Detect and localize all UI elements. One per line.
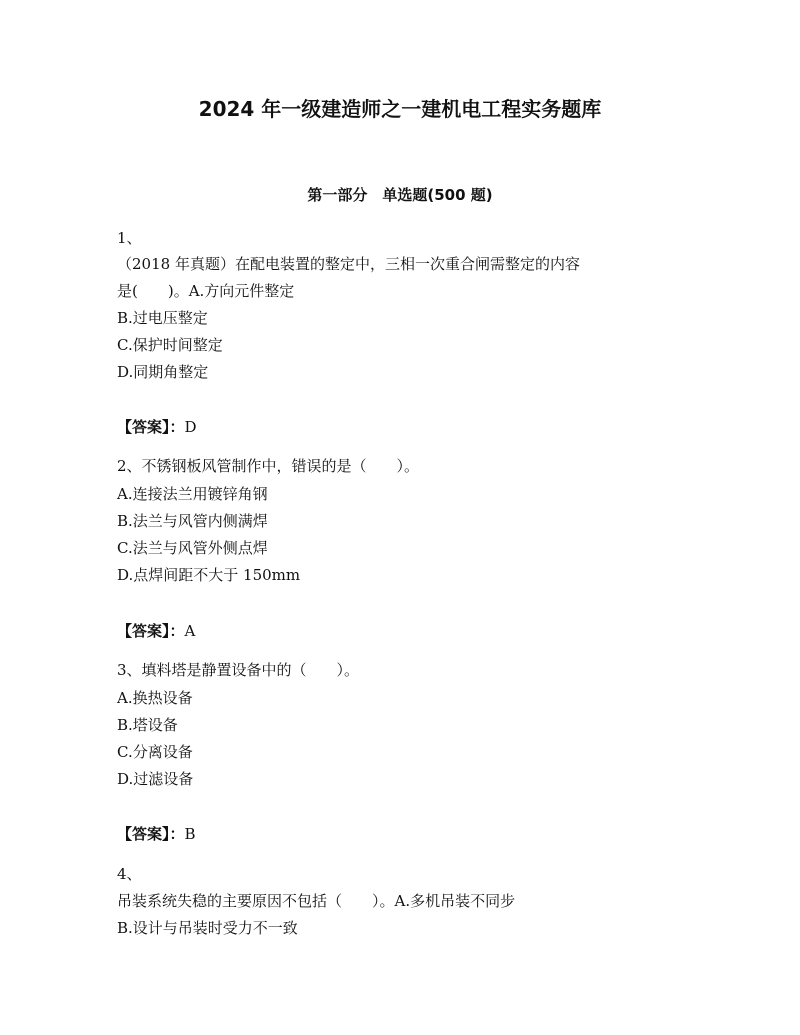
question-1-number: 1、 bbox=[117, 229, 142, 247]
question-1-stem-line2: 是( )。A.方向元件整定 bbox=[117, 282, 295, 300]
question-1-option-c: C.保护时间整定 bbox=[117, 336, 223, 354]
question-1-stem-line1: （2018 年真题）在配电装置的整定中，三相一次重合闸需整定的内容 bbox=[117, 255, 580, 273]
answer-value: B bbox=[184, 825, 196, 843]
question-1-answer bbox=[117, 415, 197, 439]
question-3-option-a: A.换热设备 bbox=[117, 689, 193, 707]
answer-label: 【答案】： bbox=[117, 418, 185, 436]
answer-value: A bbox=[184, 622, 196, 640]
document-title: 2024 年一级建造师之一建机电工程实务题库 bbox=[198, 97, 602, 121]
answer-label: 【答案】： bbox=[117, 622, 185, 640]
question-1-option-d: D.同期角整定 bbox=[117, 363, 209, 381]
question-2-stem: 2、不锈钢板风管制作中，错误的是（ ）。 bbox=[117, 457, 420, 475]
answer-value: D bbox=[184, 418, 197, 436]
question-4-stem-line1: 吊装系统失稳的主要原因不包括（ ）。A.多机吊装不同步 bbox=[117, 892, 516, 910]
question-3-option-c: C.分离设备 bbox=[117, 743, 193, 761]
question-3-option-d: D.过滤设备 bbox=[117, 770, 194, 788]
question-4-number: 4、 bbox=[117, 865, 142, 883]
question-3-answer bbox=[117, 822, 196, 846]
question-3-option-b: B.塔设备 bbox=[117, 716, 178, 734]
question-4-option-b: B.设计与吊装时受力不一致 bbox=[117, 919, 298, 937]
question-3-stem: 3、填料塔是静置设备中的（ ）。 bbox=[117, 661, 360, 679]
question-2-answer bbox=[117, 619, 195, 643]
answer-label: 【答案】： bbox=[117, 825, 185, 843]
question-1-option-b: B.过电压整定 bbox=[117, 309, 208, 327]
question-2-option-a: A.连接法兰用镀锌角钢 bbox=[117, 485, 268, 503]
section-heading: 第一部分 单选题(500 题) bbox=[307, 186, 493, 204]
question-2-option-d: D.点焊间距不大于 150mm bbox=[117, 566, 301, 584]
question-2-option-b: B.法兰与风管内侧满焊 bbox=[117, 512, 268, 530]
question-2-option-c: C.法兰与风管外侧点焊 bbox=[117, 539, 268, 557]
